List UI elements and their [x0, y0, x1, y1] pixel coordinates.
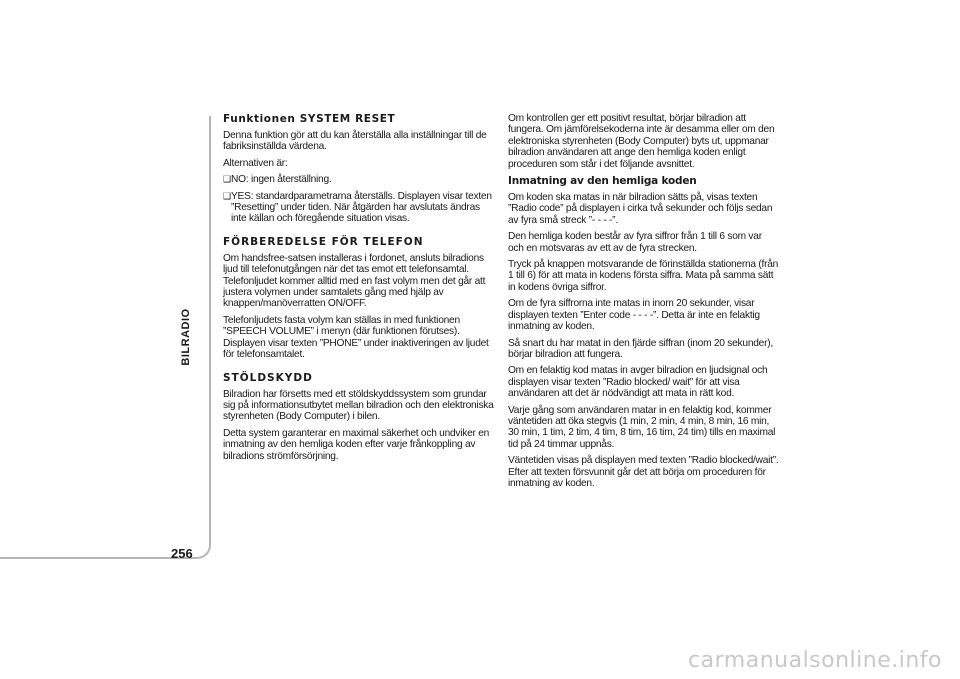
watermark: carmanualsonline.info: [688, 648, 942, 673]
reset-paragraph-1: Denna funktion gör att du kan återställa alla inställningar till de fabriksinställda värdena.: [223, 130, 487, 153]
right-paragraph-6: Så snart du har matat in den fjärde siffran (inom 20 sekunder), börjar bilradion att fungera.: [508, 337, 773, 360]
reset-option-no: [223, 174, 495, 185]
phone-heading: FÖRBEREDELSE FÖR TELEFON: [223, 235, 424, 248]
chapter-label: BILRADIO: [180, 308, 192, 366]
right-paragraph-5: Om de fyra siffrorna inte matas in inom 20 sekunder, visar displayen texten ”Enter code - - - -”. Detta är inte en felaktig inmatning av koden.: [508, 298, 760, 333]
page-number: 256: [171, 546, 193, 561]
right-paragraph-3: Den hemliga koden består av fyra siffror från 1 till 6 som var och en motsvaras av ett av de fyra strecken.: [508, 231, 762, 254]
right-paragraph-8: Varje gång som användaren matar in en felaktig kod, kommer väntetiden att öka stegvis (1 min, 2 min, 4 min, 8 min, 16 min, 30 min, 1 tim, 2 tim, 4 tim, 8 tim, 16 tim, 24 tim) tills en maximal tid på 24 timmar uppnås.: [508, 404, 776, 450]
reset-paragraph-2: Alternativen är:: [223, 157, 288, 169]
checkbox-bullet-icon: ❑: [223, 190, 231, 201]
theft-paragraph-1: Bilradion har försetts med ett stöldskyddssystem som grundar sig på informationsutbytet mellan bilradion och den elektroniska styrenheten (Body Computer) i bilen.: [223, 388, 494, 423]
left-column: [223, 113, 495, 467]
reset-heading: Funktionen SYSTEM RESET: [223, 113, 396, 125]
checkbox-bullet-icon: ❑: [223, 174, 231, 185]
reset-option-no-text: NO: ingen återställning.: [231, 174, 332, 186]
phone-paragraph-1: Om handsfree-satsen installeras i fordonet, ansluts bilradions ljud till telefonutgången när det tas emot ett telefonsamtal. Telefonljudet kommer alltid med en fast volym men det går att justera volymen under samtalets gång med hjälp av knappen/manöverratten ON/OFF.: [223, 252, 486, 310]
right-paragraph-7: Om en felaktig kod matas in avger bilradion en ljudsignal och displayen visar texten ”Radio blocked/ wait” för att visa användaren att det är nödvändigt att mata in rätt kod.: [508, 365, 768, 400]
right-paragraph-2: Om koden ska matas in när bilradion sätts på, visas texten ”Radio code” på displayen i cirka två sekunder och följs sedan av fyra små streck ”- - - -”.: [508, 192, 773, 226]
reset-option-yes-text: YES: standardparametrarna återställs. Displayen visar texten ”Resetting” under tiden. När åtgärden har avslutats ändras inte källan och föregående situation visas.: [231, 190, 492, 225]
theft-heading: STÖLDSKYDD: [223, 371, 313, 384]
right-column: [508, 113, 780, 494]
theft-paragraph-2: Detta system garanterar en maximal säkerhet och undviker en inmatning av den hemliga koden efter varje frånkoppling av bilradions strömförsörjning.: [223, 427, 490, 462]
right-paragraph-1: Om kontrollen ger ett positivt resultat, börjar bilradion att fungera. Om jämförelsekoderna inte är desamma eller om den elektroniska styrenheten (Body Computer) byts ut, uppmanar bilradion användaren att ange den hemliga koden enligt proceduren som står i det följande avsnittet.: [508, 113, 775, 170]
code-heading: Inmatning av den hemliga koden: [508, 175, 697, 188]
right-paragraph-4: Tryck på knappen motsvarande de förinställda stationerna (från 1 till 6) för att mata in kodens första siffra. Mata på samma sätt in kodens övriga siffror.: [508, 259, 779, 293]
phone-paragraph-2: Telefonljudets fasta volym kan ställas in med funktionen ”SPEECH VOLUME” i menyn (där funktionen förutses). Displayen visar texten ”PHONE” under inaktiveringen av ljudet för telefonsamtalet.: [223, 314, 489, 361]
right-paragraph-9: Väntetiden visas på displayen med texten ”Radio blocked/wait”. Efter att texten försvunnit går det att börja om proceduren för inmatning av koden.: [508, 455, 779, 489]
reset-option-yes: [223, 191, 495, 225]
